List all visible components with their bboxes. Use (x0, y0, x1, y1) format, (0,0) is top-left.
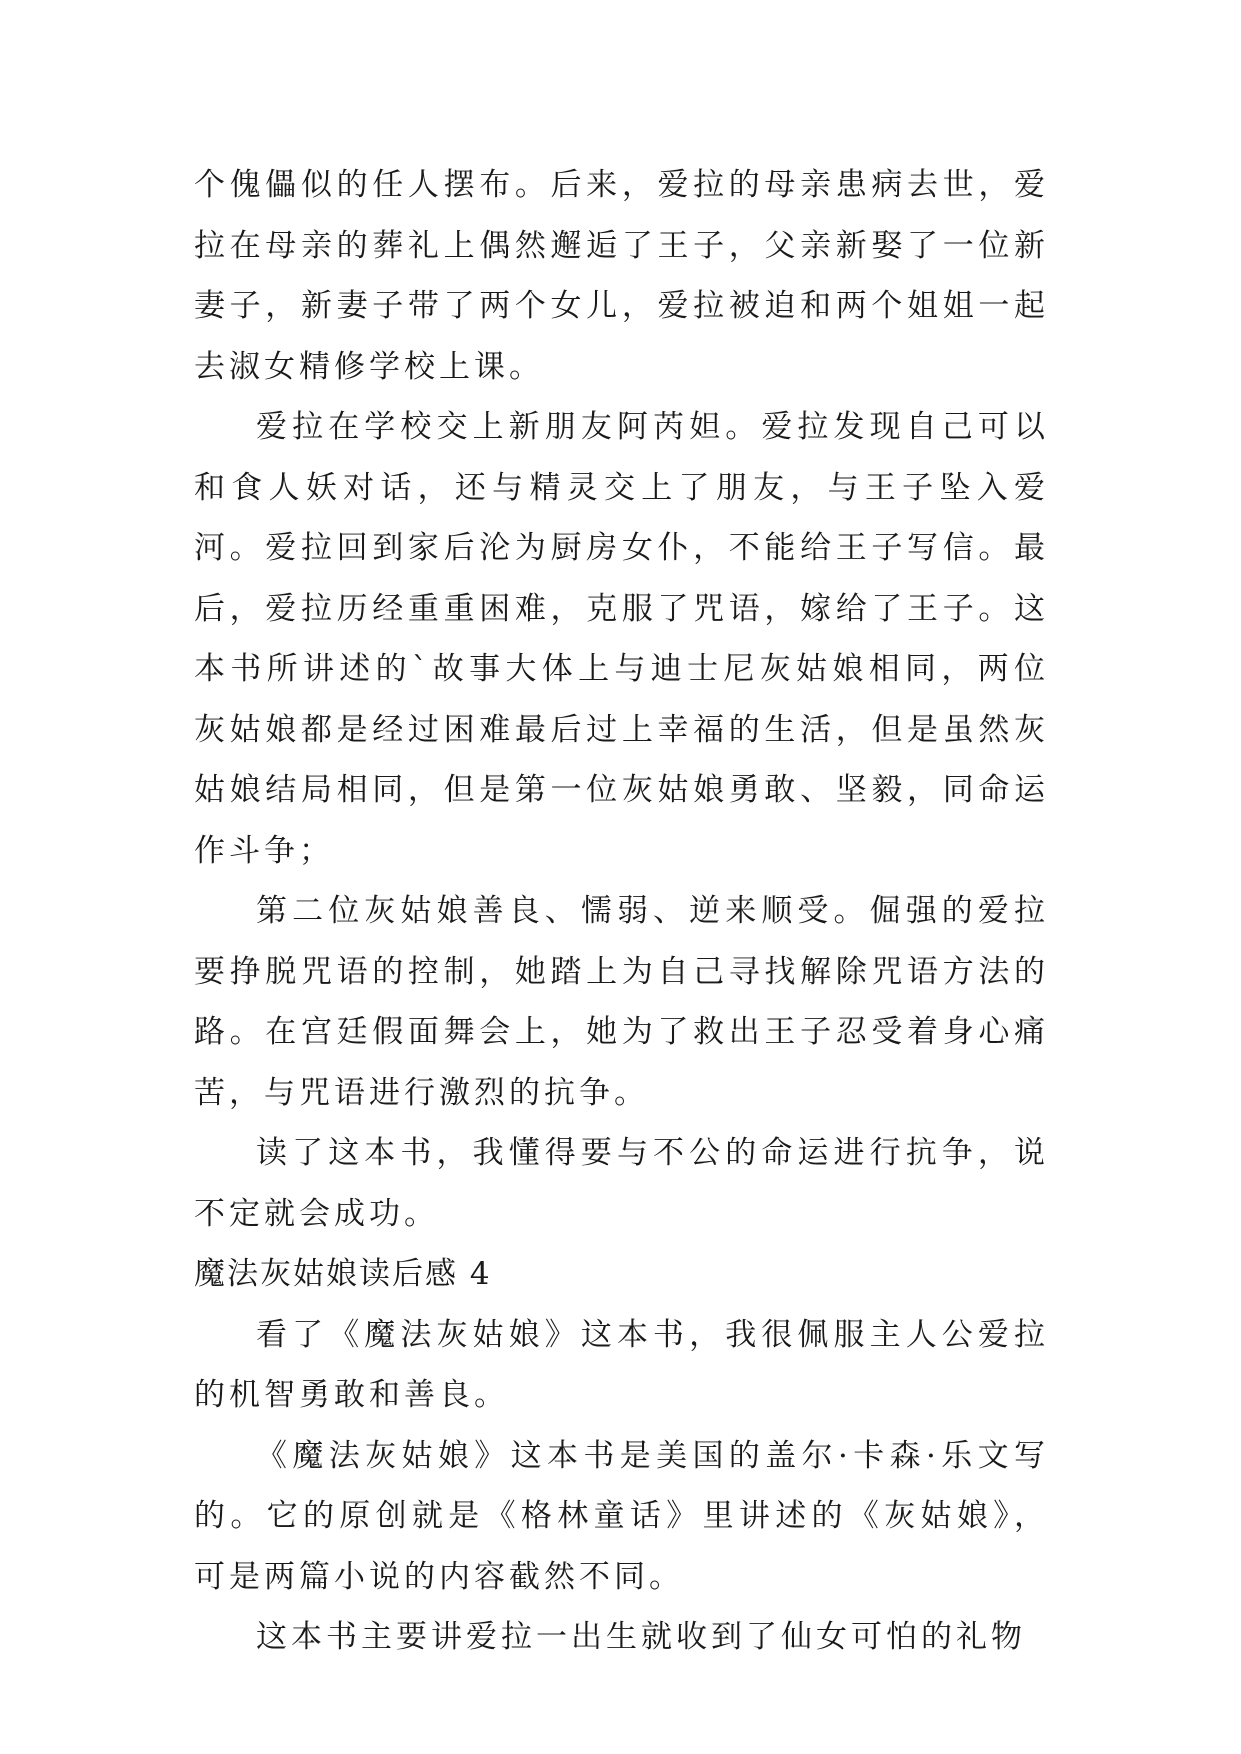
paragraph: 《魔法灰姑娘》这本书是美国的盖尔·卡森·乐文写的。它的原创就是《格林童话》里讲述的《灰姑娘》，可是两篇小说的内容截然不同。 (194, 1437, 1049, 1595)
paragraph: 这本书主要讲爱拉一出生就收到了仙女可怕的礼物 (256, 1619, 1026, 1655)
paragraph: 个傀儡似的任人摆布。后来，爱拉的母亲患病去世，爱拉在母亲的葬礼上偶然邂逅了王子，父亲新娶了一位新妻子，新妻子带了两个女儿，爱拉被迫和两个姐姐一起去淑女精修学校上课。 (194, 167, 1049, 385)
paragraph: 看了《魔法灰姑娘》这本书，我很佩服主人公爱拉的机智勇敢和善良。 (194, 1316, 1049, 1413)
paragraph: 第二位灰姑娘善良、懦弱、逆来顺受。倔强的爱拉要挣脱咒语的控制，她踏上为自己寻找解除咒语方法的路。在宫廷假面舞会上，她为了救出王子忍受着身心痛苦，与咒语进行激烈的抗争。 (194, 893, 1049, 1111)
section-heading: 魔法灰姑娘读后感 4 (194, 1256, 492, 1292)
paragraph: 爱拉在学校交上新朋友阿芮妲。爱拉发现自己可以和食人妖对话，还与精灵交上了朋友，与王子坠入爱河。爱拉回到家后沦为厨房女仆，不能给王子写信。最后，爱拉历经重重困难，克服了咒语，嫁给了王子。这本书所讲述的`故事大体上与迪士尼灰姑娘相同，两位灰姑娘都是经过困难最后过上幸福的生活，但是虽然灰姑娘结局相同，但是第一位灰姑娘勇敢、坚毅，同命运作斗争； (194, 409, 1049, 869)
paragraph: 读了这本书，我懂得要与不公的命运进行抗争，说不定就会成功。 (194, 1135, 1049, 1232)
document-body (194, 155, 1049, 1668)
